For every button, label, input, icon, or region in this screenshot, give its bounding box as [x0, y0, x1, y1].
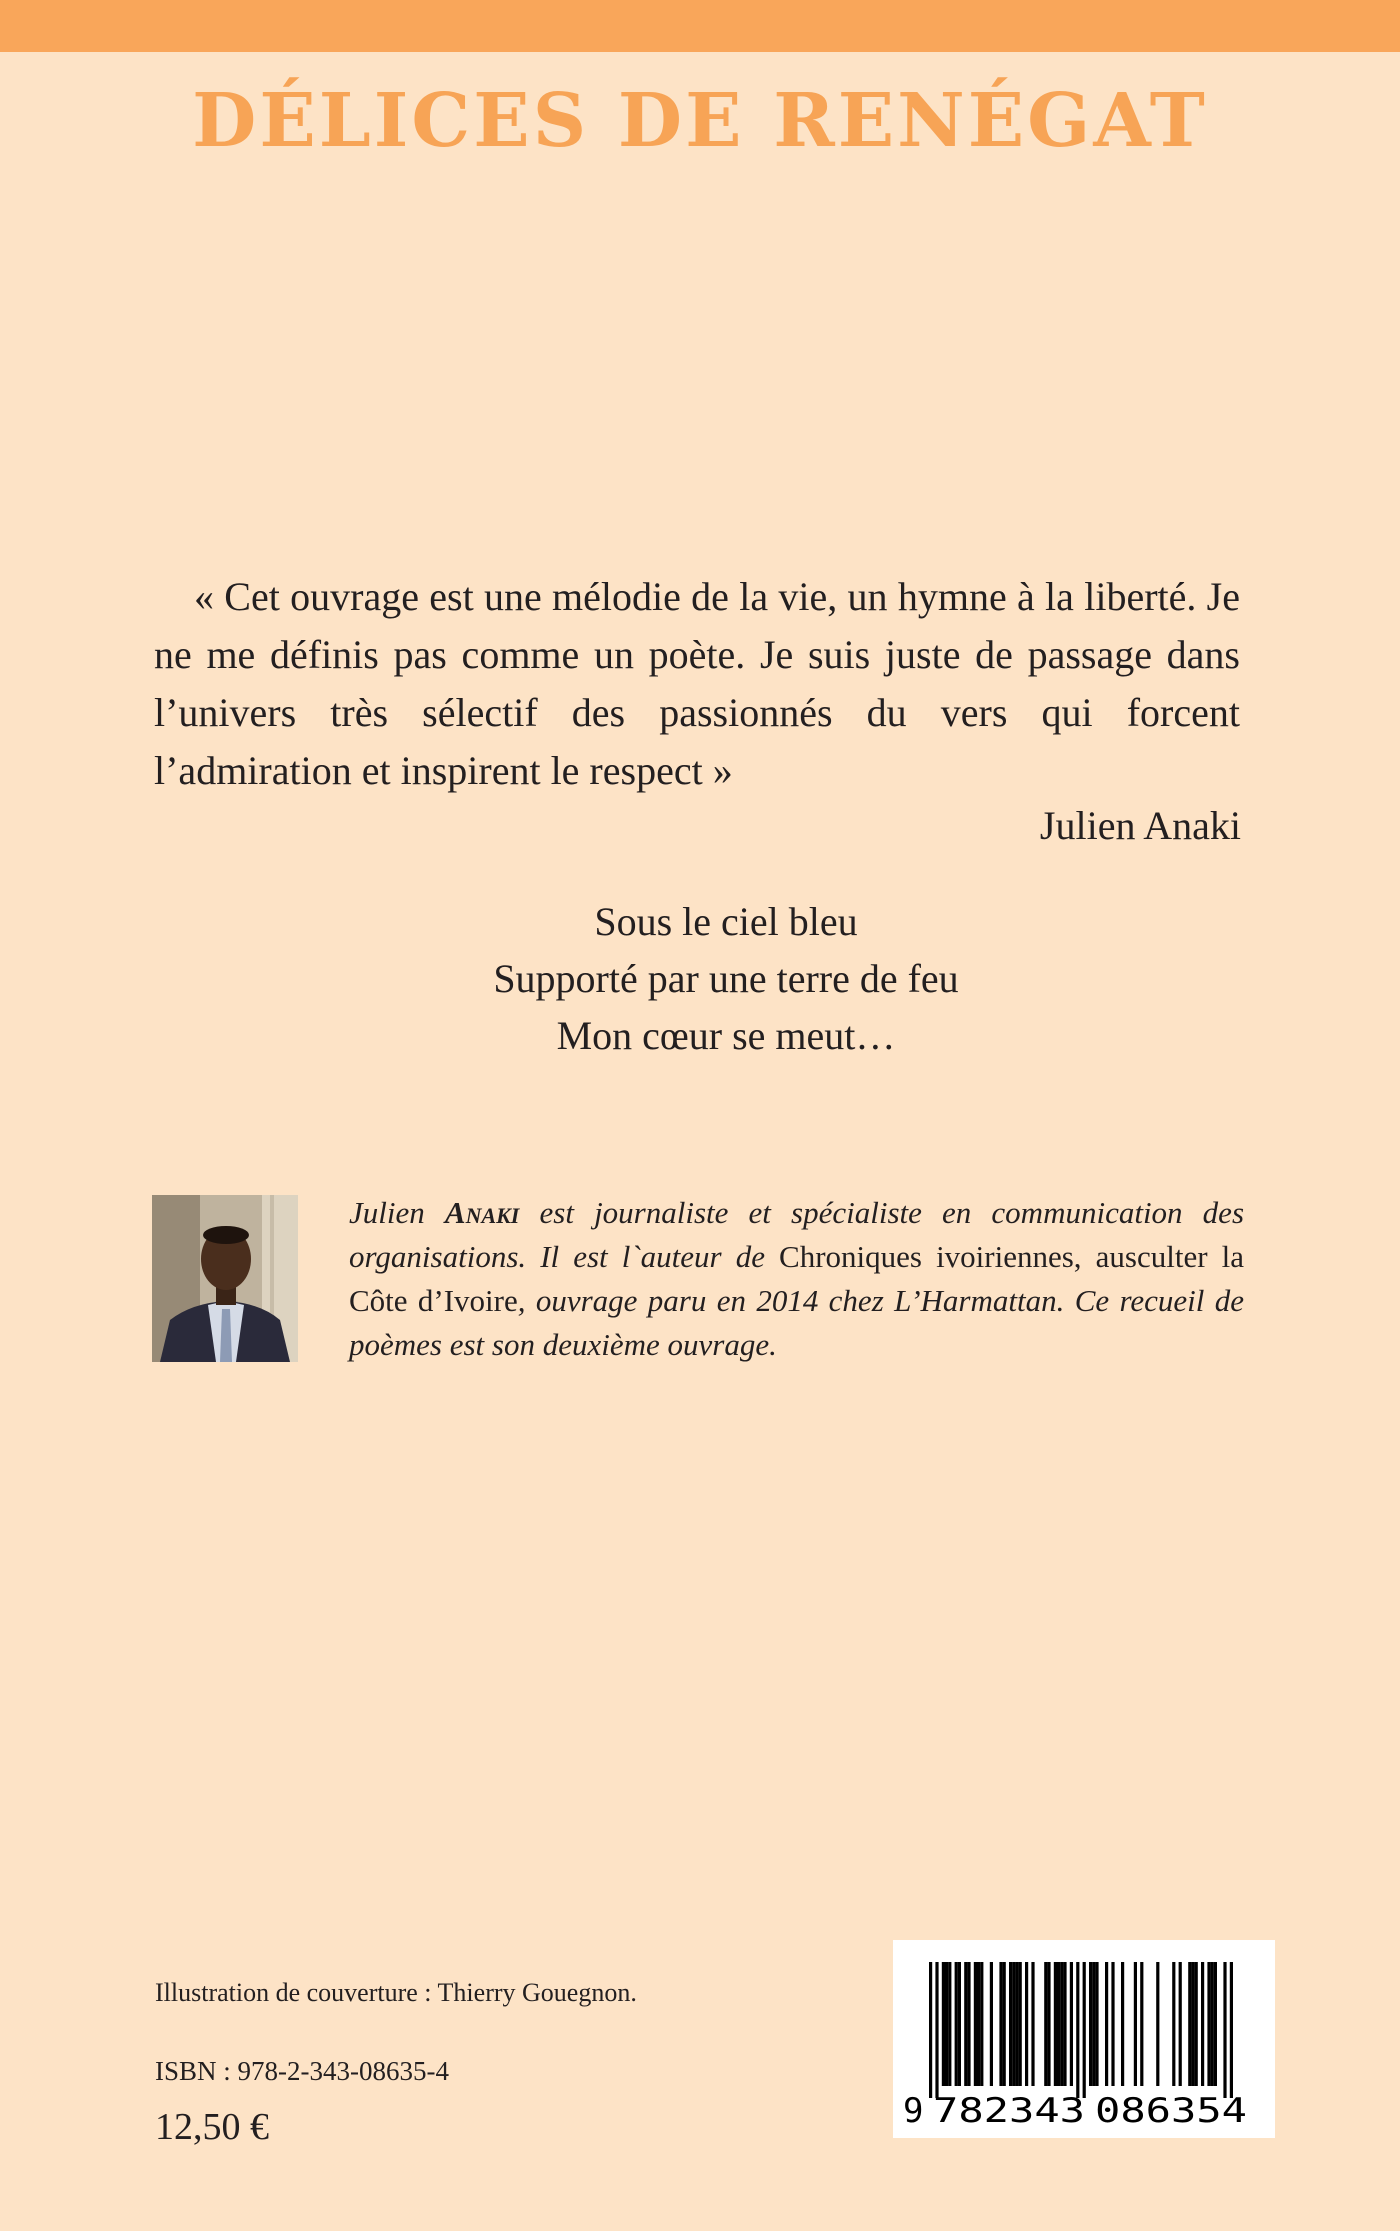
barcode-bar: [1044, 1962, 1047, 2086]
barcode-bar: [935, 1962, 938, 2098]
barcode-bar: [1015, 1962, 1018, 2086]
barcode-bar: [1223, 1962, 1226, 2098]
author-portrait-image: [152, 1195, 298, 1362]
barcode-bar: [1121, 1962, 1124, 2086]
quote-attribution: Julien Anaki: [1039, 803, 1241, 848]
barcode-bar: [942, 1962, 945, 2086]
author-quote: « Cet ouvrage est une mélodie de la vie, un hymne à la liberté. Je ne me définis pas comme un poète. Je suis juste de passage dans l’univers très sélectif des passionnés du vers qui forcent l’admiration et inspirent le respect »: [154, 574, 1240, 793]
price: 12,50 €: [155, 2106, 269, 2148]
barcode-bar: [1070, 1962, 1073, 2086]
barcode-bar: [1003, 1962, 1006, 2086]
barcode-bar: [1111, 1962, 1114, 2086]
barcode-bar: [1083, 1962, 1086, 2098]
barcode-bar: [955, 1962, 958, 2086]
barcode-bar: [1009, 1962, 1012, 2086]
poem-line: Mon cœur se meut…: [556, 1013, 896, 1058]
barcode-bar: [1092, 1962, 1095, 2086]
barcode-bar: [1230, 1962, 1233, 2098]
barcode-bar: [1188, 1962, 1191, 2086]
barcode-bar: [1207, 1962, 1210, 2086]
barcode-bar: [1089, 1962, 1092, 2086]
isbn-barcode: [893, 1940, 1275, 2138]
barcode-bar: [1025, 1962, 1028, 2086]
author-biography: [349, 1191, 1244, 1367]
barcode-bar: [1047, 1962, 1050, 2086]
poem-excerpt: [0, 893, 1400, 1064]
bio-text-part1: est journaliste et spécialiste en communication des organisations. Il est l`auteur de: [349, 1195, 1245, 1274]
barcode-bar: [990, 1962, 993, 2086]
barcode-bar: [964, 1962, 967, 2086]
barcode-bar: [980, 1962, 983, 2086]
barcode-bar: [1214, 1962, 1217, 2086]
cover-illustration-credit: Illustration de couverture : Thierry Gouegnon.: [155, 1978, 637, 2007]
book-title: DÉLICES DE RENÉGAT: [192, 78, 1208, 164]
barcode-bar: [1156, 1962, 1159, 2086]
barcode-bar: [1095, 1962, 1098, 2086]
bio-author-last-name: Anaki: [444, 1195, 520, 1230]
barcode-bar: [1211, 1962, 1214, 2086]
barcode-bar: [945, 1962, 948, 2086]
barcode-bar: [1076, 1962, 1079, 2098]
barcode-bar: [1054, 1962, 1057, 2086]
barcode-bar: [929, 1962, 932, 2098]
isbn-number: ISBN : 978-2-343-08635-4: [155, 2056, 449, 2086]
top-accent-band: [0, 0, 1400, 52]
barcode-bar: [1201, 1962, 1204, 2086]
bio-author-first-name: Julien: [349, 1195, 425, 1230]
poem-line: Supporté par une terre de feu: [493, 956, 959, 1001]
barcode-graphic: [893, 1940, 1275, 2138]
barcode-bar: [948, 1962, 951, 2086]
barcode-lead-digit: 9: [903, 2091, 924, 2131]
barcode-bar: [958, 1962, 961, 2086]
barcode-bar: [1060, 1962, 1063, 2086]
barcode-bar: [1172, 1962, 1175, 2086]
bio-text-part2: , ouvrage paru en 2014 chez L’Harmattan. Ce recueil de poèmes est son deuxième ouvrage.: [349, 1283, 1245, 1362]
barcode-bar: [1105, 1962, 1108, 2086]
barcode-digit-group-right: 086354: [1095, 2091, 1247, 2131]
barcode-bar: [1019, 1962, 1022, 2086]
barcode-bar: [1140, 1962, 1143, 2086]
barcode-digit-group-left: 782343: [933, 2091, 1085, 2131]
barcode-bar: [1195, 1962, 1198, 2086]
barcode-bar: [1057, 1962, 1060, 2086]
poem-line: Sous le ciel bleu: [594, 899, 858, 944]
barcode-bar: [1012, 1962, 1015, 2086]
barcode-bars: [929, 1962, 1233, 2098]
barcode-bar: [999, 1962, 1002, 2086]
barcode-bar: [974, 1962, 977, 2086]
bio-book-title: Chroniques ivoiriennes, ausculter la Côte d’Ivoire: [349, 1239, 1244, 1318]
barcode-bar: [1134, 1962, 1137, 2086]
barcode-bar: [1063, 1962, 1066, 2086]
barcode-bar: [1179, 1962, 1182, 2086]
barcode-bar: [967, 1962, 970, 2086]
barcode-bar: [977, 1962, 980, 2086]
barcode-bar: [1031, 1962, 1034, 2086]
barcode-bar: [1191, 1962, 1194, 2086]
author-photo: [152, 1195, 298, 1362]
